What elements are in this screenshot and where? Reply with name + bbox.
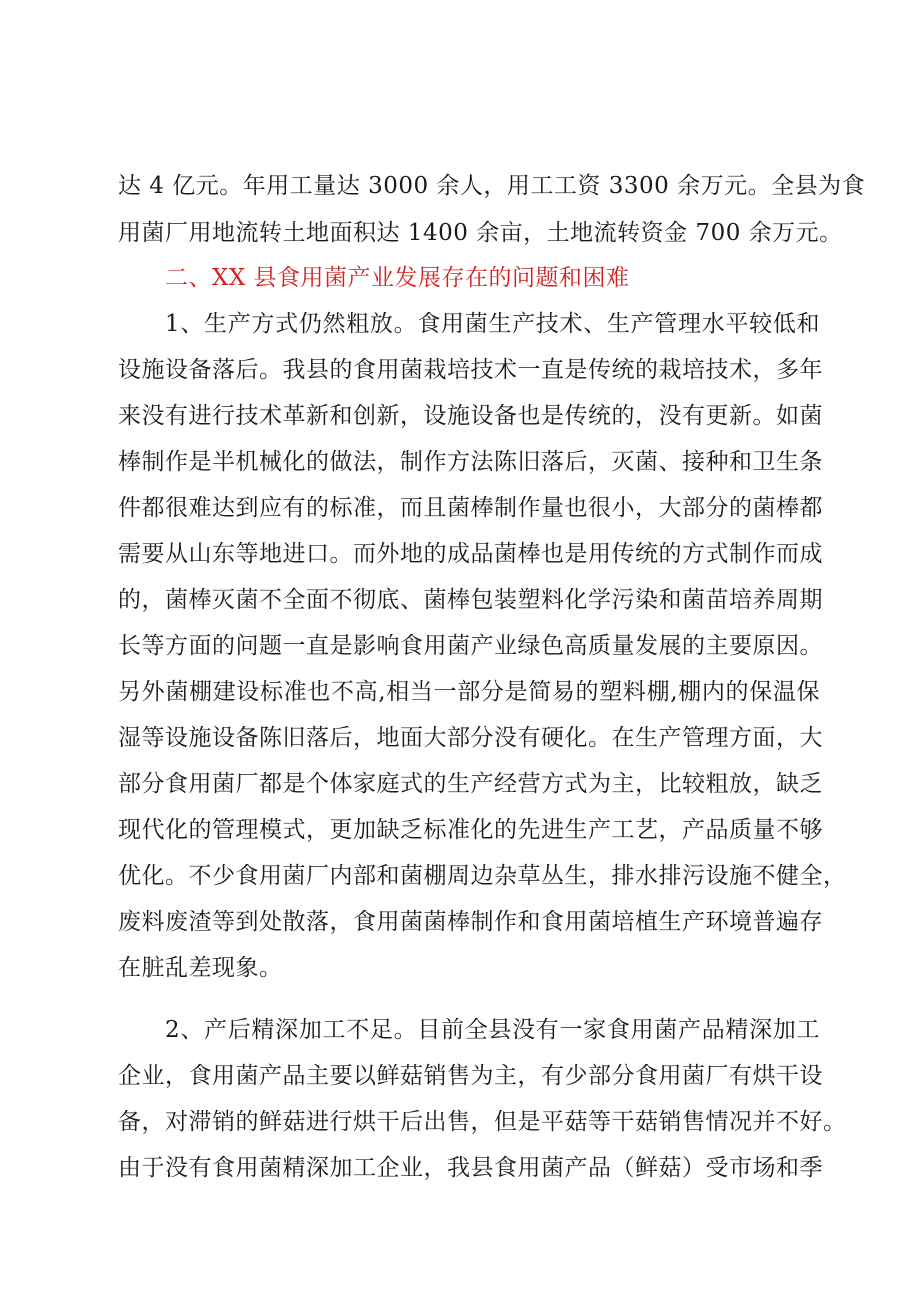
text-line: 备，对滞销的鲜菇进行烘干后出售，但是平菇等干菇销售情况并不好。 [118,1109,847,1135]
text-line: 需要从山东等地进口。而外地的成品菌棒也是用传统的方式制作而成 [118,541,823,567]
paragraph-first-line: 1、生产方式仍然粗放。食用菌生产技术、生产管理水平较低和 [165,311,820,337]
text-line: 长等方面的问题一直是影响食用菌产业绿色高质量发展的主要原因。 [118,633,823,659]
text-line: 企业，食用菌产品主要以鲜菇销售为主，有少部分食用菌厂有烘干设 [118,1063,823,1089]
text-line: 由于没有食用菌精深加工企业，我县食用菌产品（鲜菇）受市场和季 [118,1155,823,1181]
text-line: 来没有进行技术革新和创新，设施设备也是传统的，没有更新。如菌 [118,403,823,429]
text-line: 在脏乱差现象。 [118,955,283,981]
text-line: 现代化的管理模式，更加缺乏标准化的先进生产工艺，产品质量不够 [118,817,823,843]
text-line: 另外菌棚建设标准也不高,相当一部分是简易的塑料棚,棚内的保温保 [118,679,820,705]
text-line: 件都很难达到应有的标准，而且菌棒制作量也很小，大部分的菌棒都 [118,495,823,521]
text-line: 的，菌棒灭菌不全面不彻底、菌棒包装塑料化学污染和菌苗培养周期 [118,587,823,613]
text-line: 达 4 亿元。年用工量达 3000 余人，用工工资 3300 余万元。全县为食 [118,173,866,199]
text-line: 部分食用菌厂都是个体家庭式的生产经营方式为主，比较粗放，缺乏 [118,771,823,797]
text-line: 湿等设施设备陈旧落后，地面大部分没有硬化。在生产管理方面，大 [118,725,823,751]
text-line: 棒制作是半机械化的做法，制作方法陈旧落后，灭菌、接种和卫生条 [118,449,823,475]
text-line: 用菌厂用地流转土地面积达 1400 余亩，土地流转资金 700 余万元。 [118,220,843,246]
text-line: 设施设备落后。我县的食用菌栽培技术一直是传统的栽培技术，多年 [118,357,823,383]
text-line: 废料废渣等到处散落，食用菌菌棒制作和食用菌培植生产环境普遍存 [118,909,823,935]
section-heading: 二、XX 县食用菌产业发展存在的问题和困难 [165,265,630,291]
paragraph-first-line: 2、产后精深加工不足。目前全县没有一家食用菌产品精深加工 [165,1017,820,1043]
text-line: 优化。不少食用菌厂内部和菌棚周边杂草丛生，排水排污设施不健全， [118,863,847,889]
